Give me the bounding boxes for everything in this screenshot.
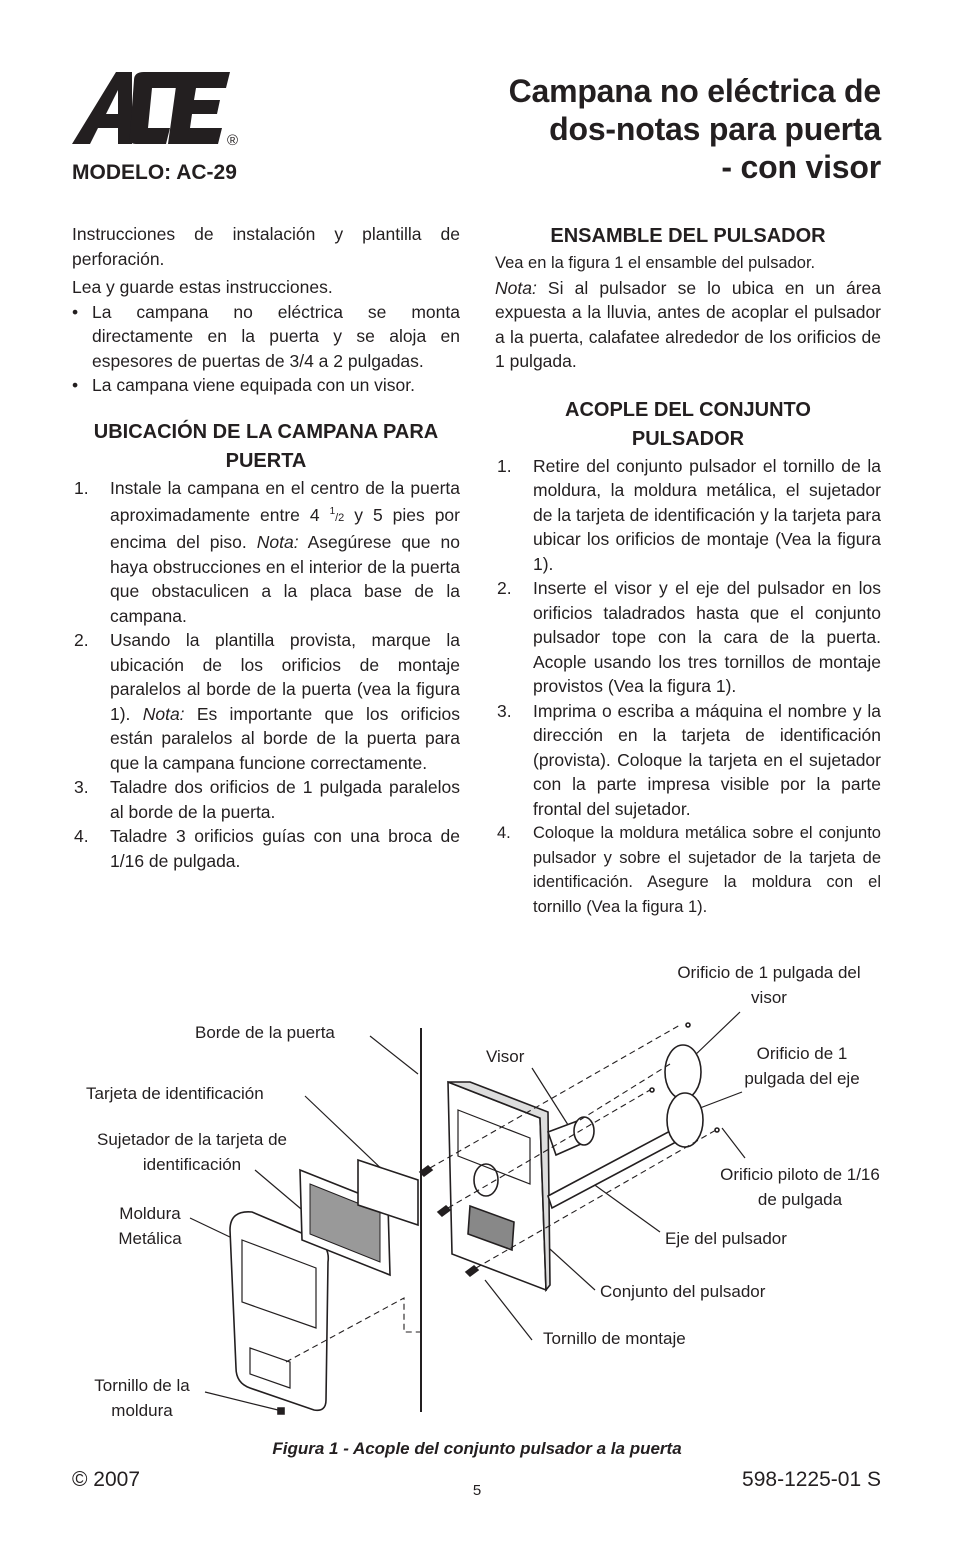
see-figure-text: Vea en la figura 1 el ensamble del pulsador.	[495, 254, 816, 272]
label-orificio-eje: Orificio de 1 pulgada del eje	[744, 1044, 860, 1088]
step-item: 2. Inserte el visor y el eje del pulsador en los orificios taladrados hasta que el conjunto pulsador tope con la cara de la puerta. Acople usando los tres tornillos de montaje provistos (Vea la figura 1).	[497, 578, 881, 696]
bullet-item: • La campana viene equipada con un visor.	[72, 375, 416, 395]
page-number: 5	[472, 1482, 482, 1499]
section-heading-ensamble: ENSAMBLE DEL PULSADOR	[550, 225, 826, 247]
step-item: 3. Imprima o escriba a máquina el nombre y la dirección en la tarjeta de identificación (provista). Coloque la tarjeta en el sujetador con la parte impresa visible por la parte frontal del sujetador.	[497, 700, 881, 819]
page-title: Campana no eléctrica de dos-notas para puerta - con visor	[508, 73, 881, 185]
intro-text: Instrucciones de instalación y plantilla de perforación.	[72, 224, 460, 269]
label-orificio-piloto: Orificio piloto de 1/16 de pulgada	[720, 1165, 880, 1209]
document-number: 598-1225-01 S	[742, 1468, 881, 1491]
label-borde-puerta: Borde de la puerta	[195, 1023, 335, 1042]
step-item: 1. Retire del conjunto pulsador el tornillo de la moldura, la moldura metálica, el sujetador de la tarjeta de identificación y la tarjeta para ubicar los orificios de montaje (Vea la figura 1).	[497, 455, 881, 574]
keep-instructions: Lea y guarde estas instrucciones.	[72, 277, 333, 297]
label-tornillo-moldura: Tornillo de la moldura	[94, 1376, 190, 1420]
step-item: 4. Taladre 3 orificios guías con una broca de 1/16 de pulgada.	[74, 826, 460, 871]
label-tarjeta: Tarjeta de identificación	[86, 1084, 264, 1103]
label-conjunto: Conjunto del pulsador	[600, 1282, 766, 1301]
label-eje: Eje del pulsador	[665, 1229, 787, 1248]
copyright: © 2007	[72, 1468, 141, 1491]
note-paragraph: Nota: Si al pulsador se lo ubica en un área expuesta a la lluvia, antes de acoplar el pulsador a la puerta, calafatee alrededor de los orificios de 1 pulgada.	[495, 277, 881, 371]
figure-caption: Figura 1 - Acople del conjunto pulsador a la puerta	[272, 1439, 682, 1458]
registered-mark: ®	[227, 132, 239, 149]
model-number: MODELO: AC-29	[72, 161, 237, 184]
step-item: 2. Usando la plantilla provista, marque la ubicación de los orificios de montaje paralelos al borde de la puerta (vea la figura 1). Nota: Es importante que los orificios están paralelos al borde de la puerta para que la campana funcione correctamente.	[74, 630, 460, 773]
label-orificio-visor: Orificio de 1 pulgada del visor	[677, 963, 861, 1007]
label-sujetador: Sujetador de la tarjeta de identificación	[97, 1130, 287, 1174]
label-visor: Visor	[486, 1047, 525, 1066]
step-item: 1. Instale la campana en el centro de la puerta aproximadamente entre 4 $^1$/2 y 5 pies por encima del piso. Nota: Asegúrese que no haya obstrucciones en el interior de la puerta que obstaculicen a la placa base de la campana.	[74, 477, 460, 626]
label-moldura: Moldura Metálica	[118, 1204, 182, 1248]
section-heading-acople: ACOPLE DEL CONJUNTO PULSADOR	[565, 398, 811, 450]
label-tornillo-montaje: Tornillo de montaje	[543, 1329, 686, 1348]
step-item: 4. Coloque la moldura metálica sobre el conjunto pulsador y sobre el sujetador de la tarjeta de identificación. Asegure la moldura con el tornillo (Vea la figura 1).	[497, 824, 881, 916]
bullet-item: • La campana no eléctrica se monta directamente en la puerta y se aloja en espesores de puertas de 3/4 a 2 pulgadas.	[72, 301, 460, 371]
step-item: 3. Taladre dos orificios de 1 pulgada paralelos al borde de la puerta.	[74, 777, 460, 822]
section-heading-ubicacion: UBICACIÓN DE LA CAMPANA PARA PUERTA	[93, 420, 439, 472]
